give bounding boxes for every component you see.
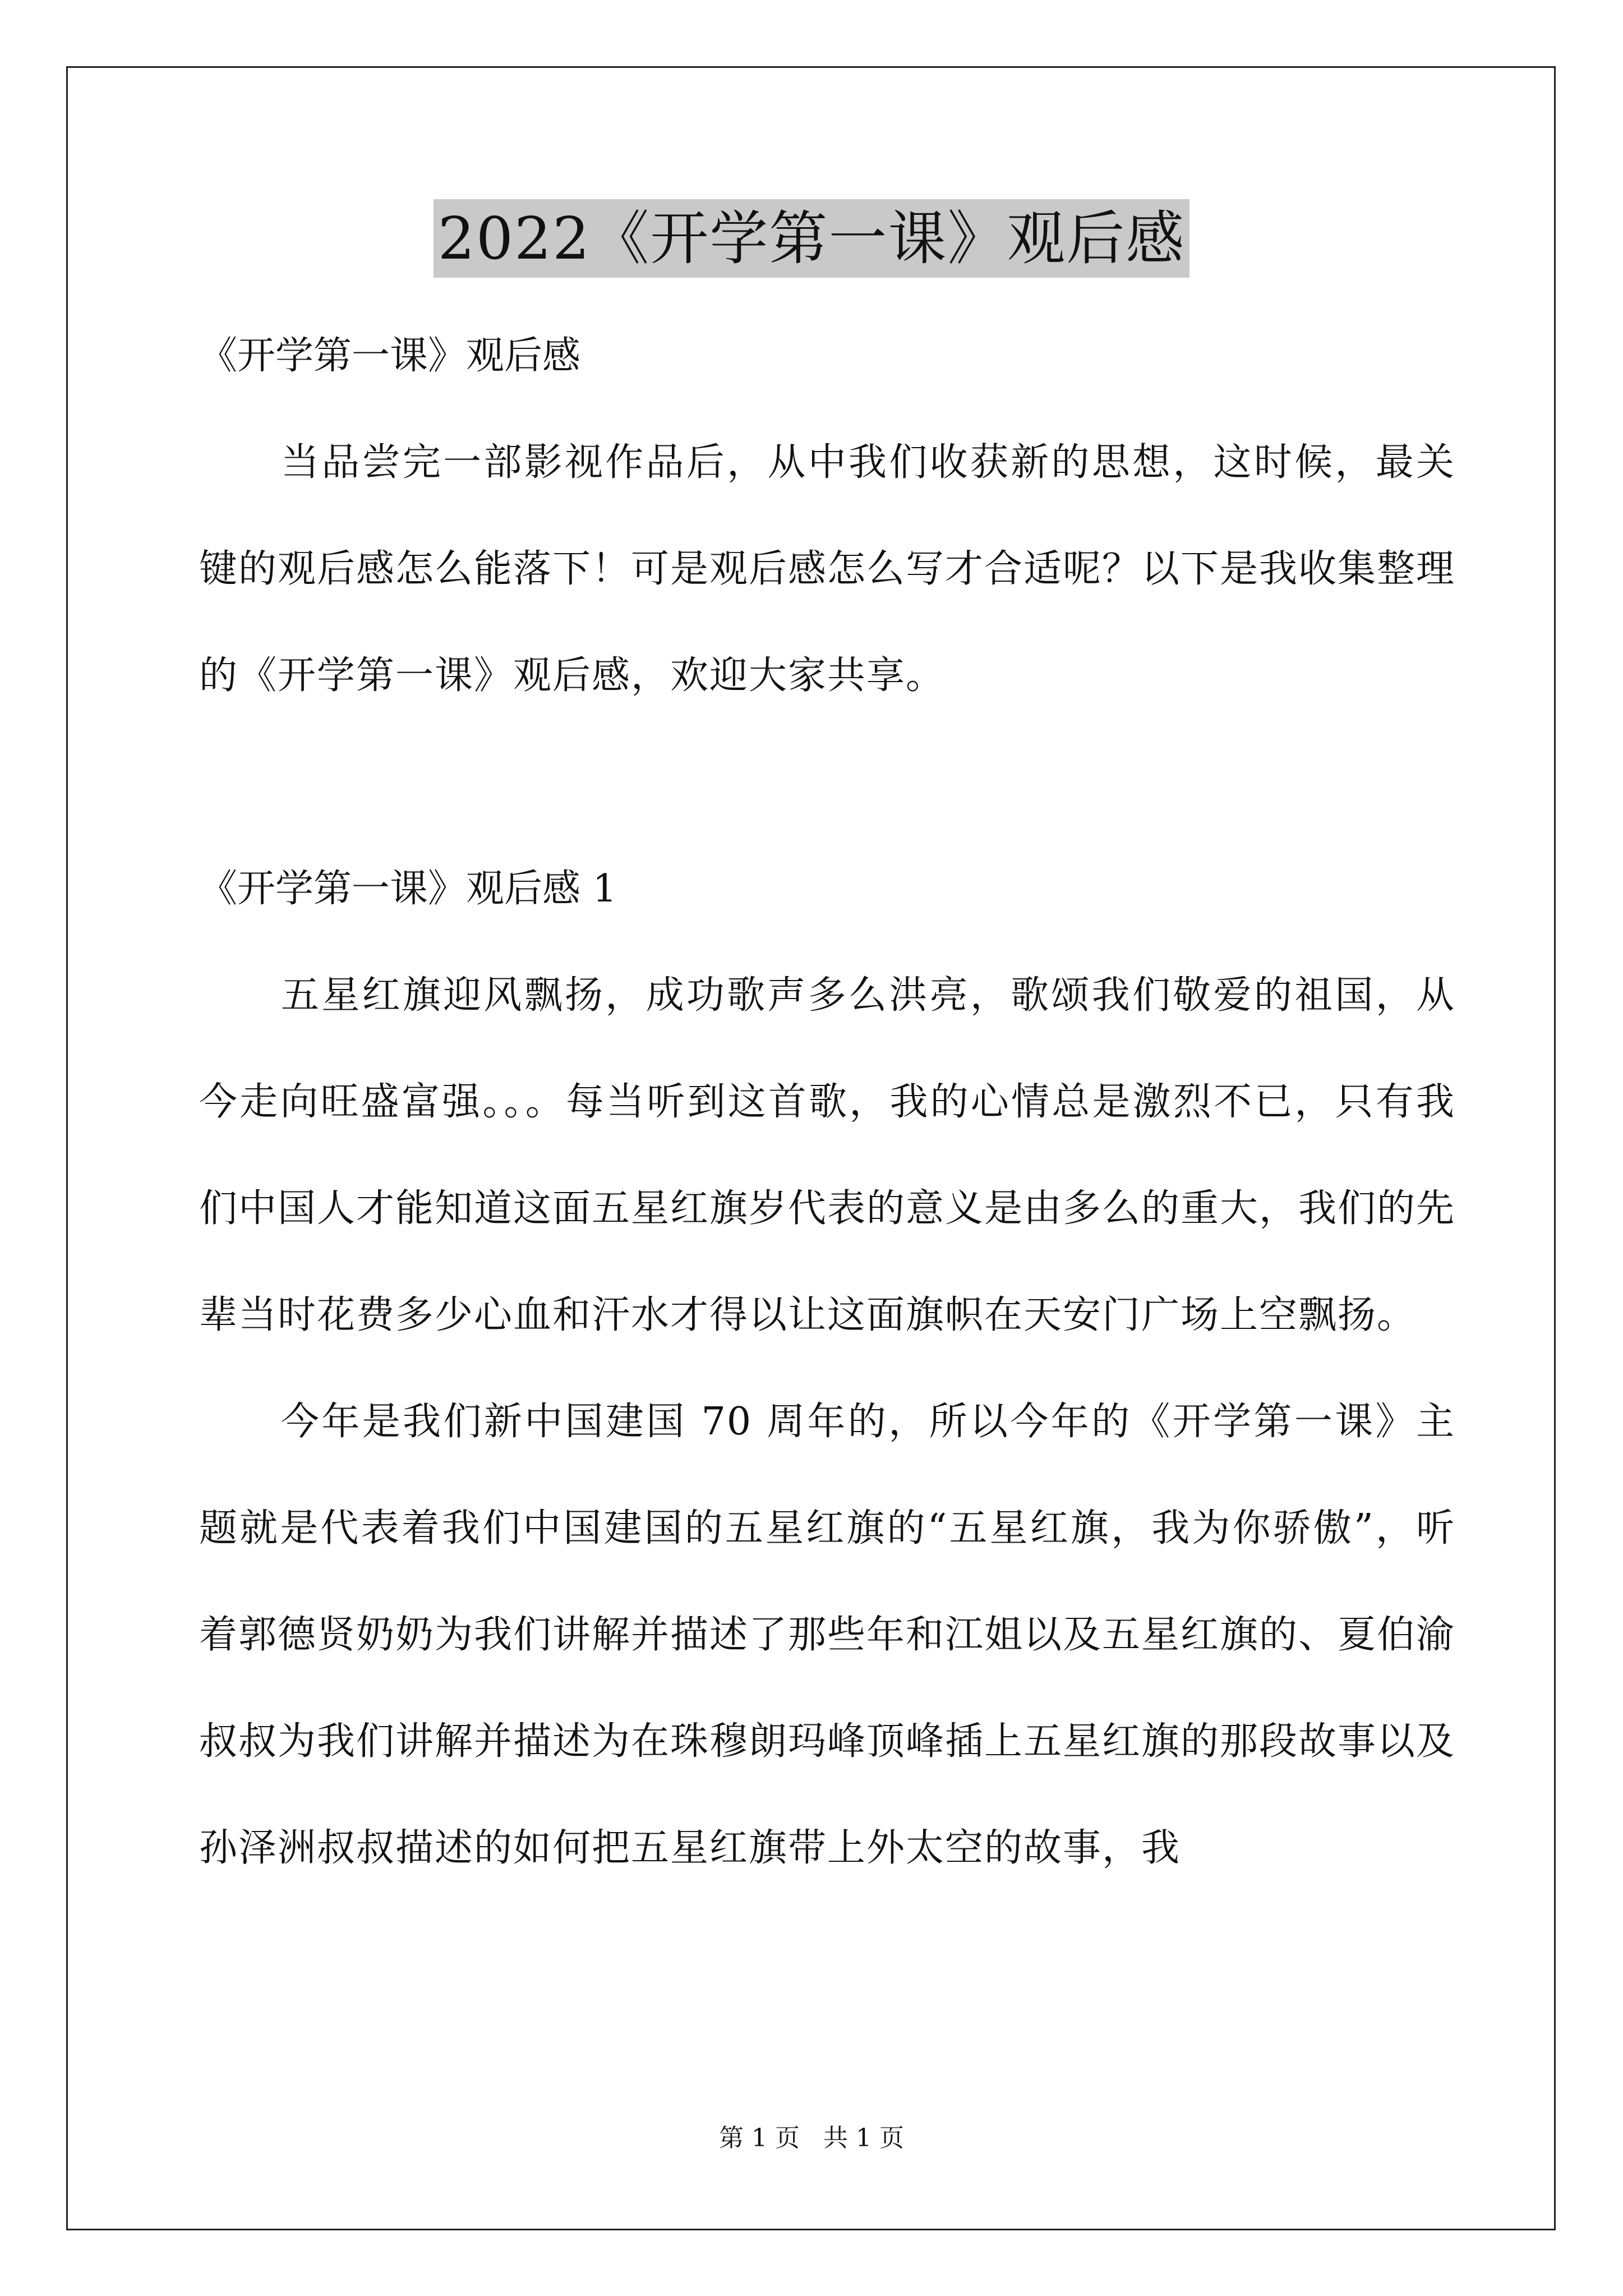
document-body — [199, 303, 1455, 1902]
intro-heading: 《开学第一课》观后感 — [199, 334, 581, 378]
intro-paragraph: 当品尝完一部影视作品后，从中我们收获新的思想，这时候，最关键的观后感怎么能落下！可是观后感怎么写才合适呢？以下是我收集整理的《开学第一课》观后感，欢迎大家共享。 — [199, 440, 1456, 698]
section-paragraph: 五星红旗迎风飘扬，成功歌声多么洪亮，歌颂我们敬爱的祖国，从今走向旺盛富强。。。每当听到这首歌，我的心情总是激烈不已，只有我们中国人才能知道这面五星红旗岁代表的意义是由多么的重大，我们的先辈当时花费多少心血和汗水才得以让这面旗帜在天安门广场上空飘扬。 — [199, 973, 1456, 1337]
section-paragraph: 今年是我们新中国建国 70 周年的，所以今年的《开学第一课》主题就是代表着我们中国建国的五星红旗的“五星红旗，我为你骄傲”，听着郭德贤奶奶为我们讲解并描述了那些年和江姐以及五星红旗的、夏伯渝叔叔为我们讲解并描述为在珠穆朗玛峰顶峰插上五星红旗的那段故事以及孙泽洲叔叔描述的如何把五星红旗带上外太空的故事，我 — [199, 1400, 1456, 1870]
title-wrap — [0, 199, 1623, 278]
document-title: 2022《开学第一课》观后感 — [434, 199, 1190, 278]
section-spacer — [199, 729, 1455, 836]
page-footer: 第 1 页 共 1 页 — [719, 2124, 904, 2152]
section-heading: 《开学第一课》观后感 1 — [199, 867, 617, 911]
